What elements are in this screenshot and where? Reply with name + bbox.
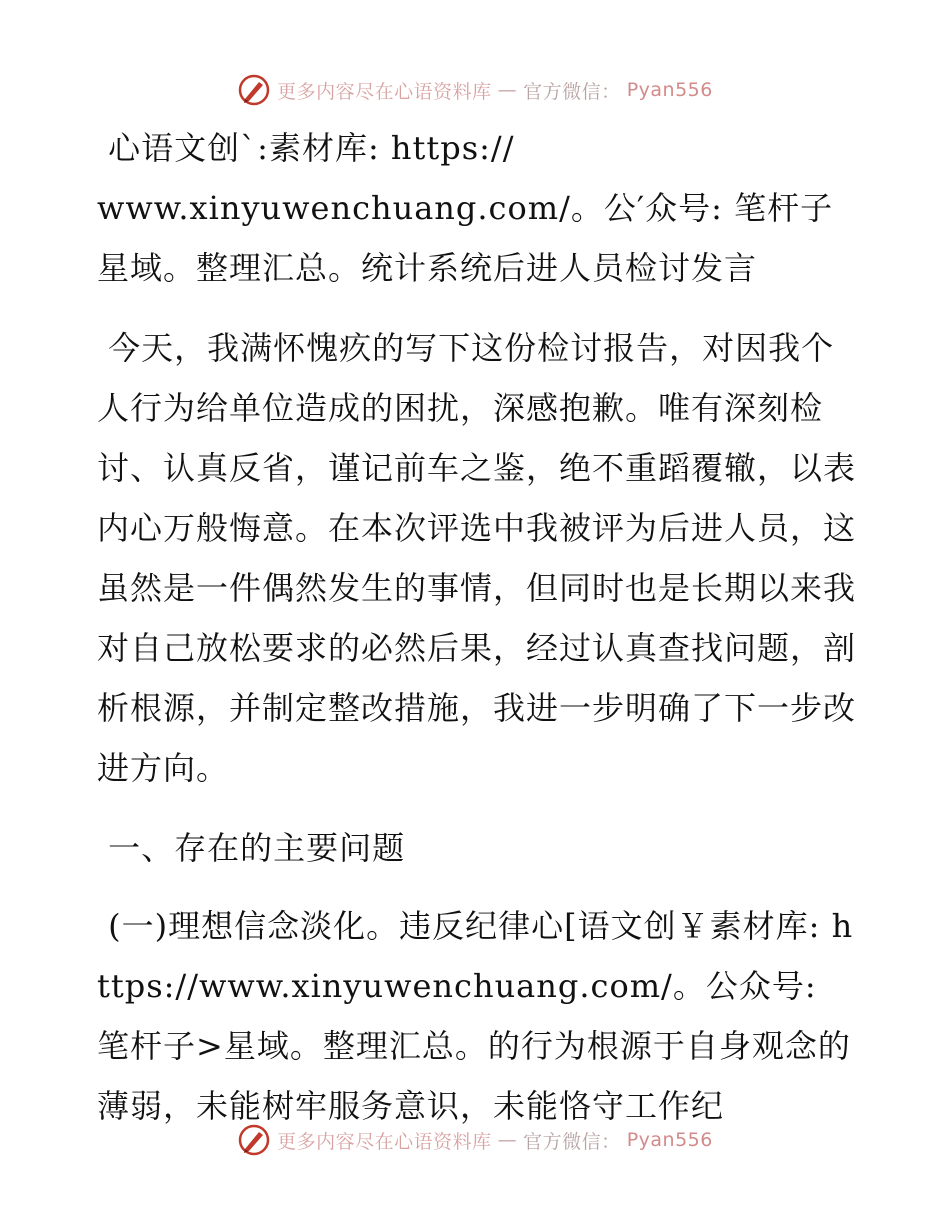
pen-circle-logo-icon [237,73,271,107]
banner-separator: — [497,79,518,101]
banner-wechat-id: Pyan556 [626,79,713,101]
banner-separator: — [497,1129,518,1151]
banner-wechat-id: Pyan556 [626,1129,713,1151]
banner-sub-text: 官方微信： [523,80,621,103]
intro-paragraph: 心语文创`:素材库: https:// www.xinyuwenchuang.com/。公′众号: 笔杆子星域。整理汇总。统计系统后进人员检讨发言 [97,129,834,287]
subsection-paragraph: (一)理想信念淡化。违反纪律心[语文创￥素材库: https://www.xinyuwenchuang.com/。公众号: 笔杆子>星域。整理汇总。的行为根源于自身观念的薄弱，未能树牢服务意识，未能恪守工作纪 [97,907,854,1125]
body-paragraph: 今天，我满怀愧疚的写下这份检讨报告，对因我个人行为给单位造成的困扰，深感抱歉。唯有深刻检讨、认真反省，谨记前车之鉴，绝不重蹈覆辙，以表内心万般悔意。在本次评选中我被评为后进人员，这虽然是一件偶然发生的事情，但同时也是长期以来我对自己放松要求的必然后果，经过认真查找问题，剖析根源，并制定整改措施，我进一步明确了下一步改进方向。 [97,329,857,787]
section-heading: 一、存在的主要问题 [97,829,406,867]
pen-circle-logo-icon [237,1123,271,1157]
document-body [97,118,857,1156]
header-watermark-banner [0,70,950,110]
banner-main-text: 更多内容尽在心语资料库 [277,80,492,103]
banner-sub-text: 官方微信： [523,1130,621,1153]
footer-watermark-banner [0,1120,950,1160]
banner-main-text: 更多内容尽在心语资料库 [277,1130,492,1153]
